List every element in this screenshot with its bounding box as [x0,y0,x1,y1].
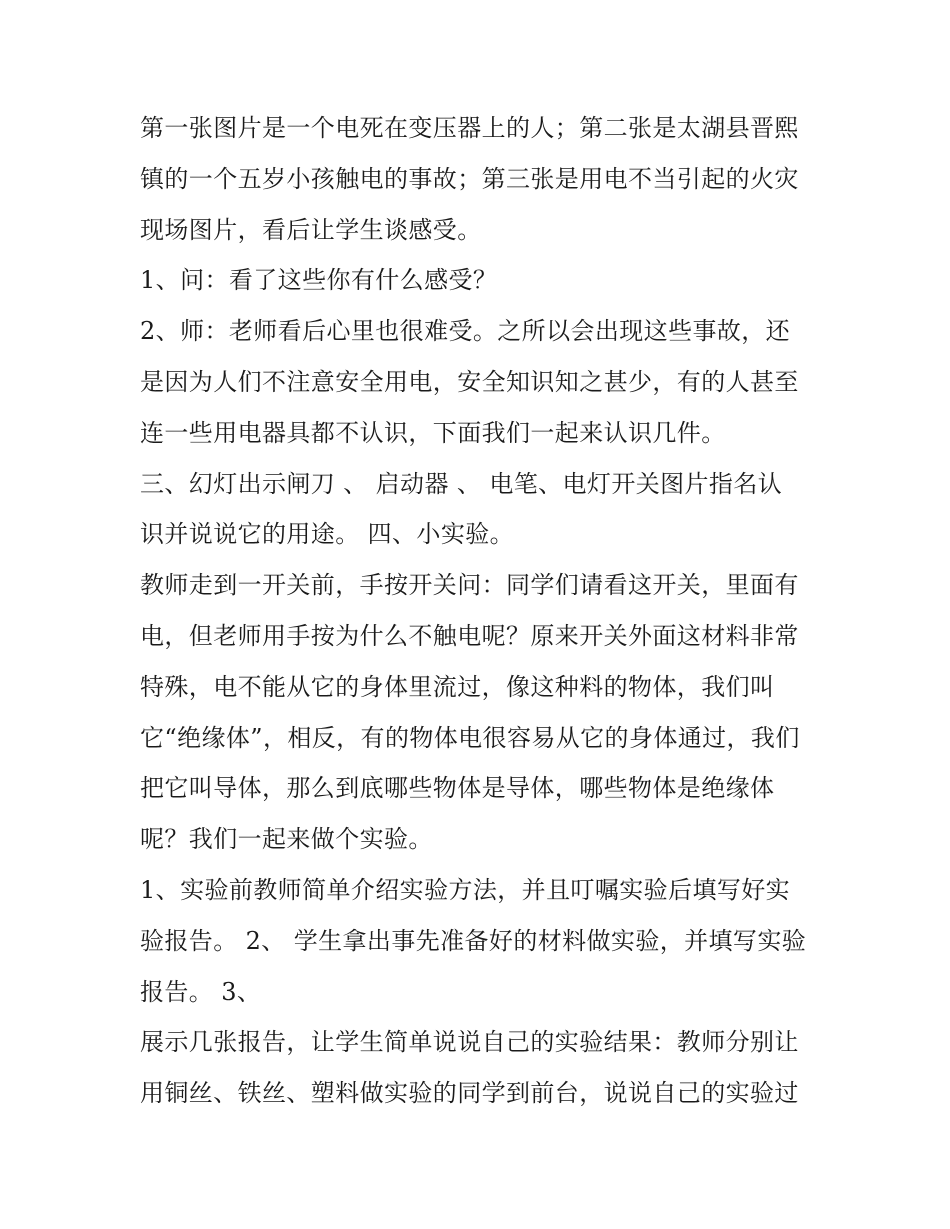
text-line-1: 第一张图片是一个电死在变压器上的人；第二张是太湖县晋熙 [140,114,799,142]
body-text [140,103,820,1119]
text-line-16: 1、实验前教师简单介绍实验方法，并且叮嘱实验后填写好实 [140,875,791,904]
text-line-15: 呢？我们一起来做个实验。 [140,825,433,854]
text-line-13: 它“绝缘体”，相反，有的物体电很容易从它的身体通过，我们 [140,723,800,752]
text-line-5: 2、师：老师看后心里也很难受。之所以会出现这些事故，还 [140,317,791,346]
text-line-2: 镇的一个五岁小孩触电的事故；第三张是用电不当引起的火灾 [140,164,799,193]
text-line-8: 三、幻灯出示闸刀 、 启动器 、 电笔、电灯开关图片指名认 [140,469,783,498]
text-line-4: 1、问：看了这些你有什么感受？ [140,266,498,295]
text-line-7: 连一些用电器具都不认识，下面我们一起来认识几件。 [140,418,726,447]
text-line-3: 现场图片，看后让学生谈感受。 [140,215,482,244]
text-line-12: 特殊，电不能从它的身体里流过，像这种料的物体，我们叫 [140,672,775,701]
text-line-10: 教师走到一开关前，手按开关问：同学们请看这开关，里面有 [140,571,799,600]
text-line-19: 展示几张报告，让学生简单说说自己的实验结果：教师分别让 [140,1028,799,1057]
text-line-17: 验报告。 2、 学生拿出事先准备好的材料做实验，并填写实验 [140,926,807,955]
text-line-11: 电，但老师用手按为什么不触电呢？原来开关外面这材料非常 [140,621,799,650]
text-line-18: 报告。 3、 [140,977,262,1006]
text-line-14: 把它叫导体，那么到底哪些物体是导体，哪些物体是绝缘体 [140,774,775,803]
text-line-20: 用铜丝、铁丝、塑料做实验的同学到前台，说说自己的实验过 [140,1079,799,1108]
text-line-6: 是因为人们不注意安全用电，安全知识知之甚少，有的人甚至 [140,367,799,396]
text-line-9: 识并说说它的用途。 四、小实验。 [140,520,515,549]
